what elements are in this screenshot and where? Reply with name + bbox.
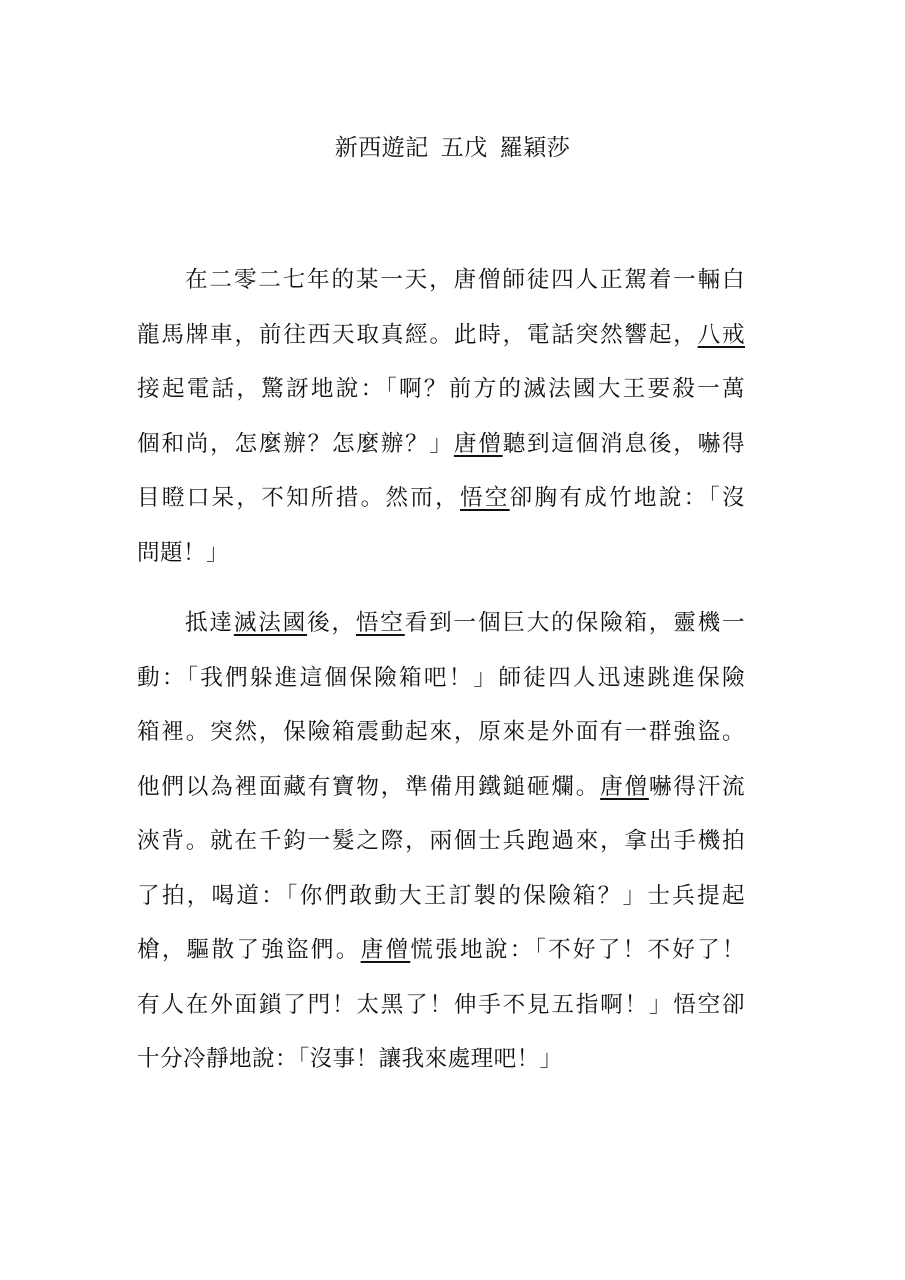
text-line: 箱裡。突然，保險箱震動起來，原來是外面有一群強盜。 xyxy=(137,719,745,745)
name-underlined: 八戒 xyxy=(697,321,745,348)
text-line: 龍馬牌車，前往西天取真經。此時，電話突然響起，八戒 xyxy=(137,321,745,348)
name-underlined: 悟空 xyxy=(355,610,405,636)
paragraph-2 xyxy=(137,601,745,1092)
text-line: 他們以為裡面藏有寶物，準備用鐵鎚砸爛。唐僧嚇得汗流 xyxy=(137,773,745,800)
text-line: 抵達滅法國後，悟空看到一個巨大的保險箱，靈機一 xyxy=(185,610,746,636)
text-line: 動：「我們躲進這個保險箱吧！」師徒四人迅速跳進保險 xyxy=(137,664,745,691)
text-line: 接起電話，驚訝地說：「啊？前方的滅法國大王要殺一萬 xyxy=(137,376,745,402)
text-line: 十分冷靜地說：「沒事！讓我來處理吧！」 xyxy=(137,1046,563,1072)
name-underlined: 滅法國 xyxy=(233,610,308,636)
paragraph-1 xyxy=(137,258,745,585)
text-line: 目瞪口呆，不知所措。然而，悟空卻胸有成竹地說：「沒 xyxy=(137,485,746,511)
name-underlined: 唐僧 xyxy=(600,773,649,800)
text-line: 槍，驅散了強盜們。唐僧慌張地說：「不好了！不好了！ xyxy=(137,937,745,963)
text-line: 有人在外面鎖了門！太黑了！伸手不見五指啊！」悟空卻 xyxy=(137,991,745,1018)
text-line: 浹背。就在千鈞一髮之際，兩個士兵跑過來，拿出手機拍 xyxy=(137,828,745,854)
text-line: 問題！」 xyxy=(137,539,229,566)
title-class: 五戊 xyxy=(440,135,488,161)
name-underlined: 唐僧 xyxy=(360,937,411,963)
text-line: 了拍，喝道：「你們敢動大王訂製的保險箱？」士兵提起 xyxy=(137,882,745,909)
text-line: 個和尚，怎麼辦？怎麼辦？」唐僧聽到這個消息後，嚇得 xyxy=(137,430,745,457)
name-underlined: 唐僧 xyxy=(453,430,503,457)
name-underlined: 悟空 xyxy=(460,485,510,511)
title-author: 羅穎莎 xyxy=(499,135,571,161)
title-work: 新西遊記 xyxy=(334,135,429,161)
page-title xyxy=(0,132,905,164)
text-line: 在二零二七年的某一天，唐僧師徒四人正駕着一輛白 xyxy=(185,267,745,293)
